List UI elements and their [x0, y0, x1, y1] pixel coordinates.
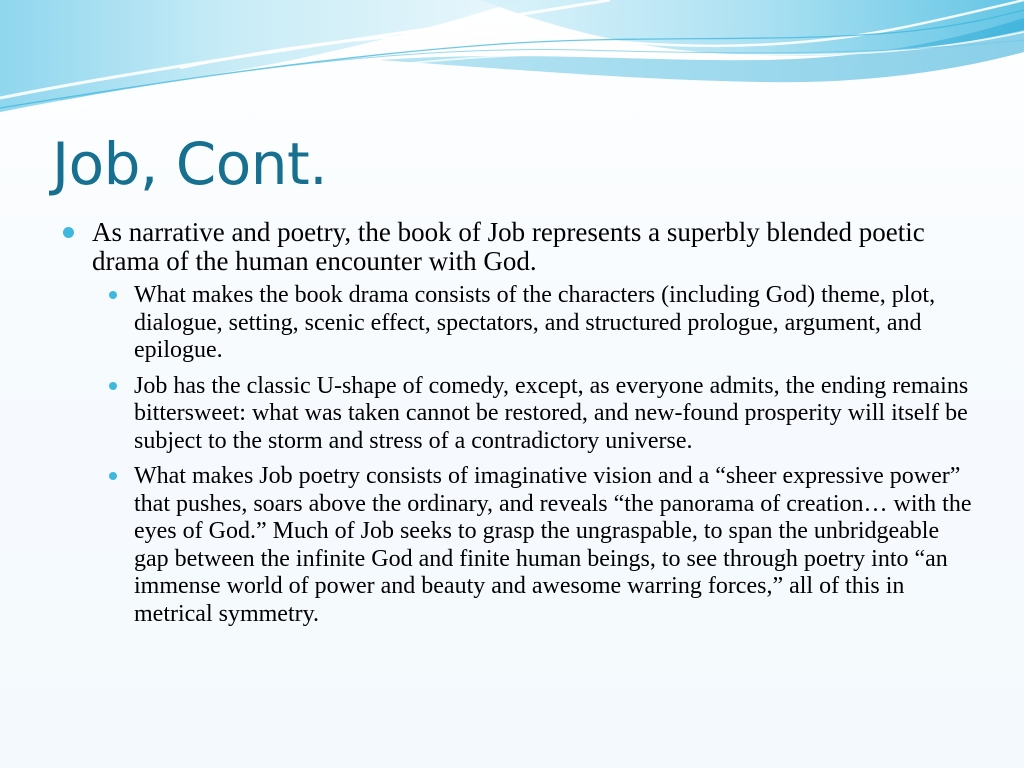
sub-bullet-text: What makes Job poetry consists of imaginative vision and a “sheer expressive power” that pushes, soars above the ordinary, and reveals “the panorama of creation… with the eyes of God.” Much of Job seeks to grasp the ungraspable, to span the unbridgeable gap between the infinite God and finite human beings, to see through poetry into “an immense world of power and beauty and awesome warring forces,” all of this in metrical symmetry.: [134, 463, 972, 627]
slide-body: [62, 218, 972, 636]
sub-bullet-text: What makes the book drama consists of the characters (including God) theme, plot, dialogue, setting, scenic effect, spectators, and structured prologue, argument, and epilogue.: [134, 282, 936, 363]
sub-bullet: [104, 373, 972, 456]
slide-title: Job, Cont.: [52, 130, 328, 198]
sub-bullet-list: [62, 282, 972, 628]
bullet-dot-icon: [109, 472, 117, 480]
bullet-dot-icon: [63, 227, 74, 238]
sub-bullet-text: Job has the classic U-shape of comedy, except, as everyone admits, the ending remains bittersweet: what was taken cannot be restored, and new-found prosperity will itself be subject to the storm and stress of a contradictory universe.: [134, 372, 969, 454]
sub-bullet: [104, 463, 972, 628]
main-bullet-text: As narrative and poetry, the book of Job represents a superbly blended poetic drama of the human encounter with God.: [92, 217, 925, 276]
sub-bullet: [104, 282, 972, 365]
bullet-dot-icon: [109, 291, 117, 299]
main-bullet: [62, 218, 972, 276]
bullet-dot-icon: [109, 382, 117, 390]
header-wave-decoration: [0, 0, 1024, 130]
